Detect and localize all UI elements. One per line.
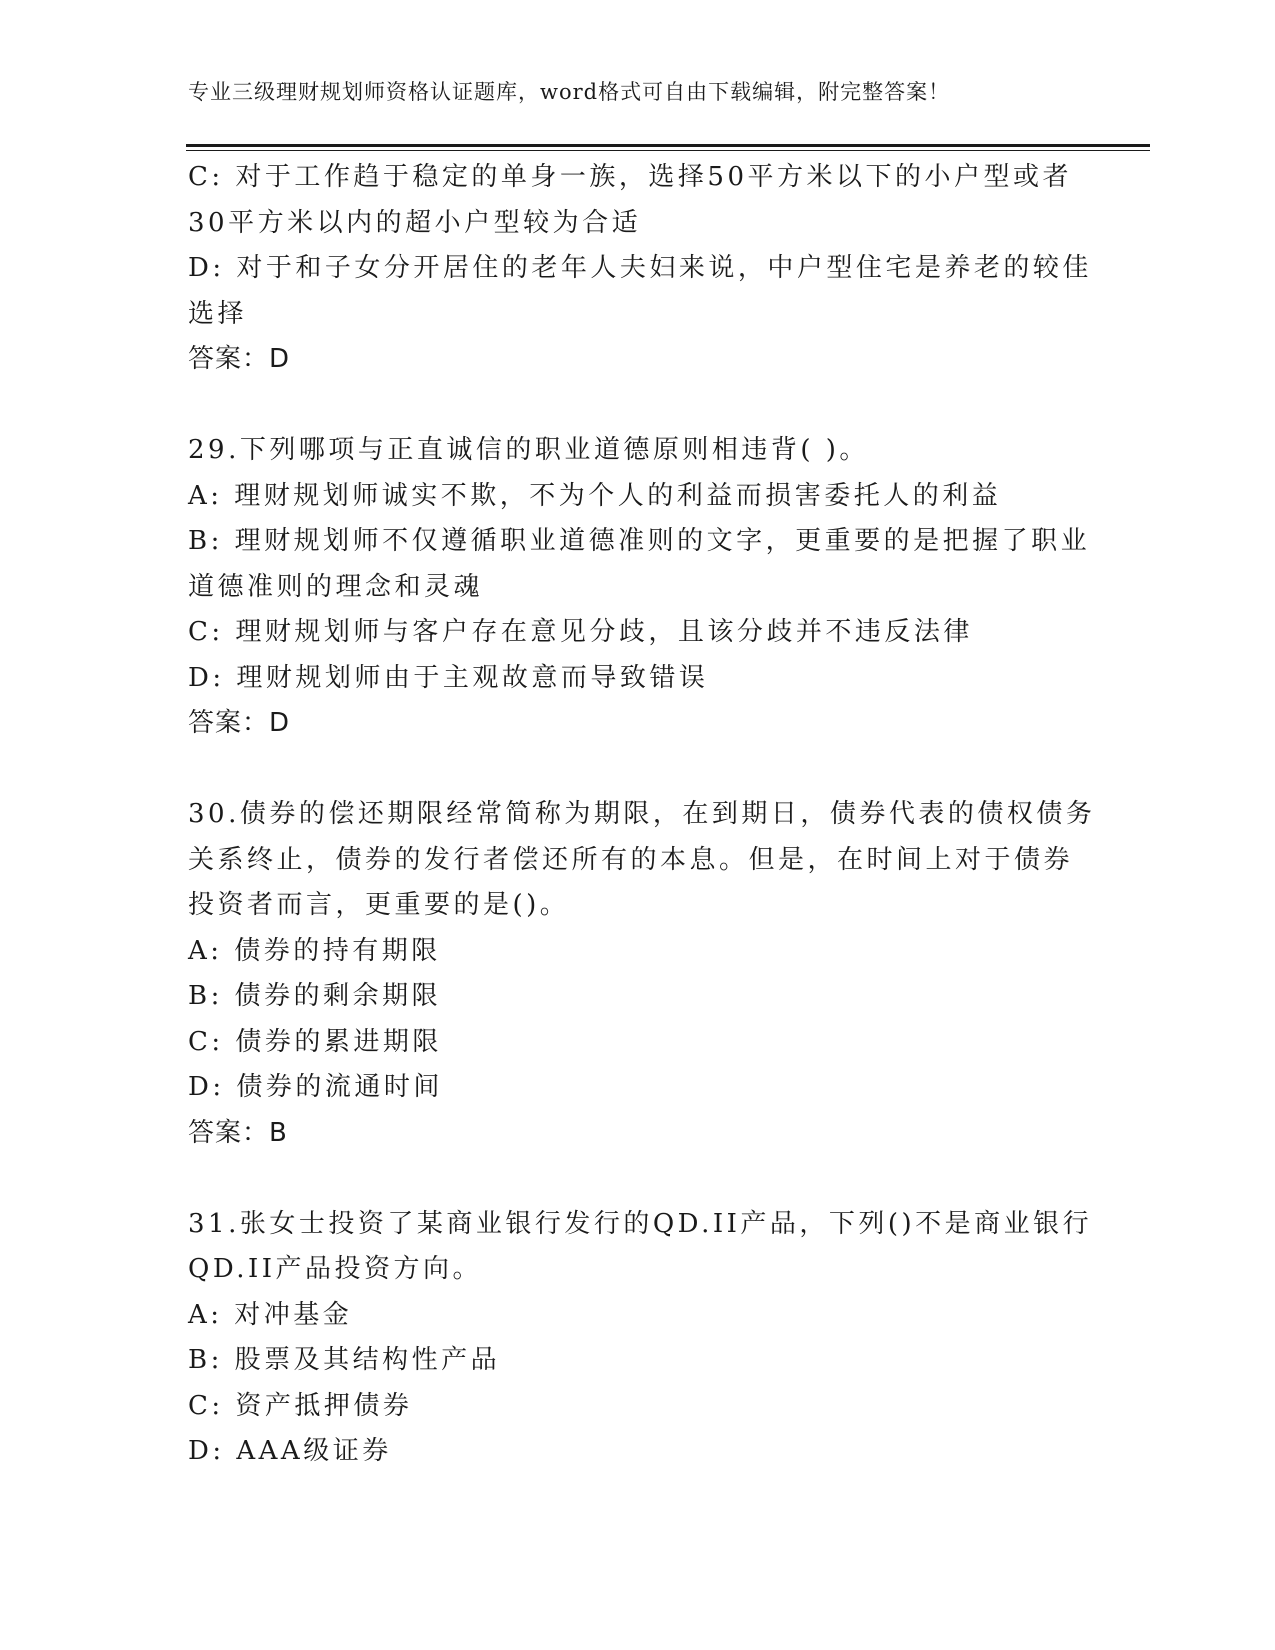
q28-option-c-line2: 30平方米以内的超小户型较为合适: [188, 207, 642, 238]
q30-answer: 答案：B: [188, 1117, 288, 1148]
q31-stem-line2: QD.II产品投资方向。: [188, 1254, 483, 1284]
q28-option-c-line1: C: 对于工作趋于稳定的单身一族，选择50平方米以下的小户型或者: [188, 162, 1073, 192]
q30-option-a: A: 债券的持有期限: [188, 935, 441, 966]
q30-option-b: B: 债券的剩余期限: [188, 981, 442, 1011]
page-header: 专业三级理财规划师资格认证题库，word格式可自由下载编辑，附完整答案！: [188, 80, 951, 104]
q29-option-d: D: 理财规划师由于主观故意而导致错误: [188, 662, 709, 693]
spacer: [188, 1156, 1088, 1202]
q28-option-d-line2: 选择: [188, 298, 248, 329]
q31-option-d: D: AAA级证券: [188, 1436, 392, 1466]
q30-option-d: D: 债券的流通时间: [188, 1072, 443, 1102]
q31-option-c: C: 资产抵押债券: [188, 1390, 413, 1421]
q29-option-b-line2: 道德准则的理念和灵魂: [188, 571, 484, 602]
header-rule-thick: [186, 144, 1150, 147]
q30-stem-line2: 关系终止，债券的发行者偿还所有的本息。但是，在时间上对于债券: [188, 844, 1074, 875]
q28-option-d-line1: D: 对于和子女分开居住的老年人夫妇来说，中户型住宅是养老的较佳: [188, 253, 1092, 283]
q29-option-b-line1: B: 理财规划师不仅遵循职业道德准则的文字，更重要的是把握了职业: [188, 526, 1091, 556]
q31-stem-line1: 31.张女士投资了某商业银行发行的QD.II产品，下列()不是商业银行: [188, 1208, 1093, 1239]
spacer: [188, 383, 1088, 429]
q30-option-c: C: 债券的累进期限: [188, 1026, 442, 1057]
q29-option-c: C: 理财规划师与客户存在意见分歧，且该分歧并不违反法律: [188, 617, 973, 647]
spacer: [188, 747, 1088, 793]
q29-option-a: A: 理财规划师诚实不欺，不为个人的利益而损害委托人的利益: [188, 480, 1002, 511]
question-content: [188, 155, 1096, 1475]
q30-stem-line3: 投资者而言，更重要的是()。: [188, 890, 570, 920]
header-rule-thin: [186, 150, 1150, 151]
q29-stem: 29.下列哪项与正直诚信的职业道德原则相违背( )。: [188, 435, 869, 465]
q30-stem-line1: 30.债券的偿还期限经常简称为期限，在到期日，债券代表的债权债务: [188, 799, 1096, 829]
q29-answer: 答案：D: [188, 708, 291, 738]
q31-option-b: B: 股票及其结构性产品: [188, 1345, 501, 1375]
q28-answer: 答案：D: [188, 344, 291, 374]
q31-option-a: A: 对冲基金: [188, 1299, 353, 1330]
